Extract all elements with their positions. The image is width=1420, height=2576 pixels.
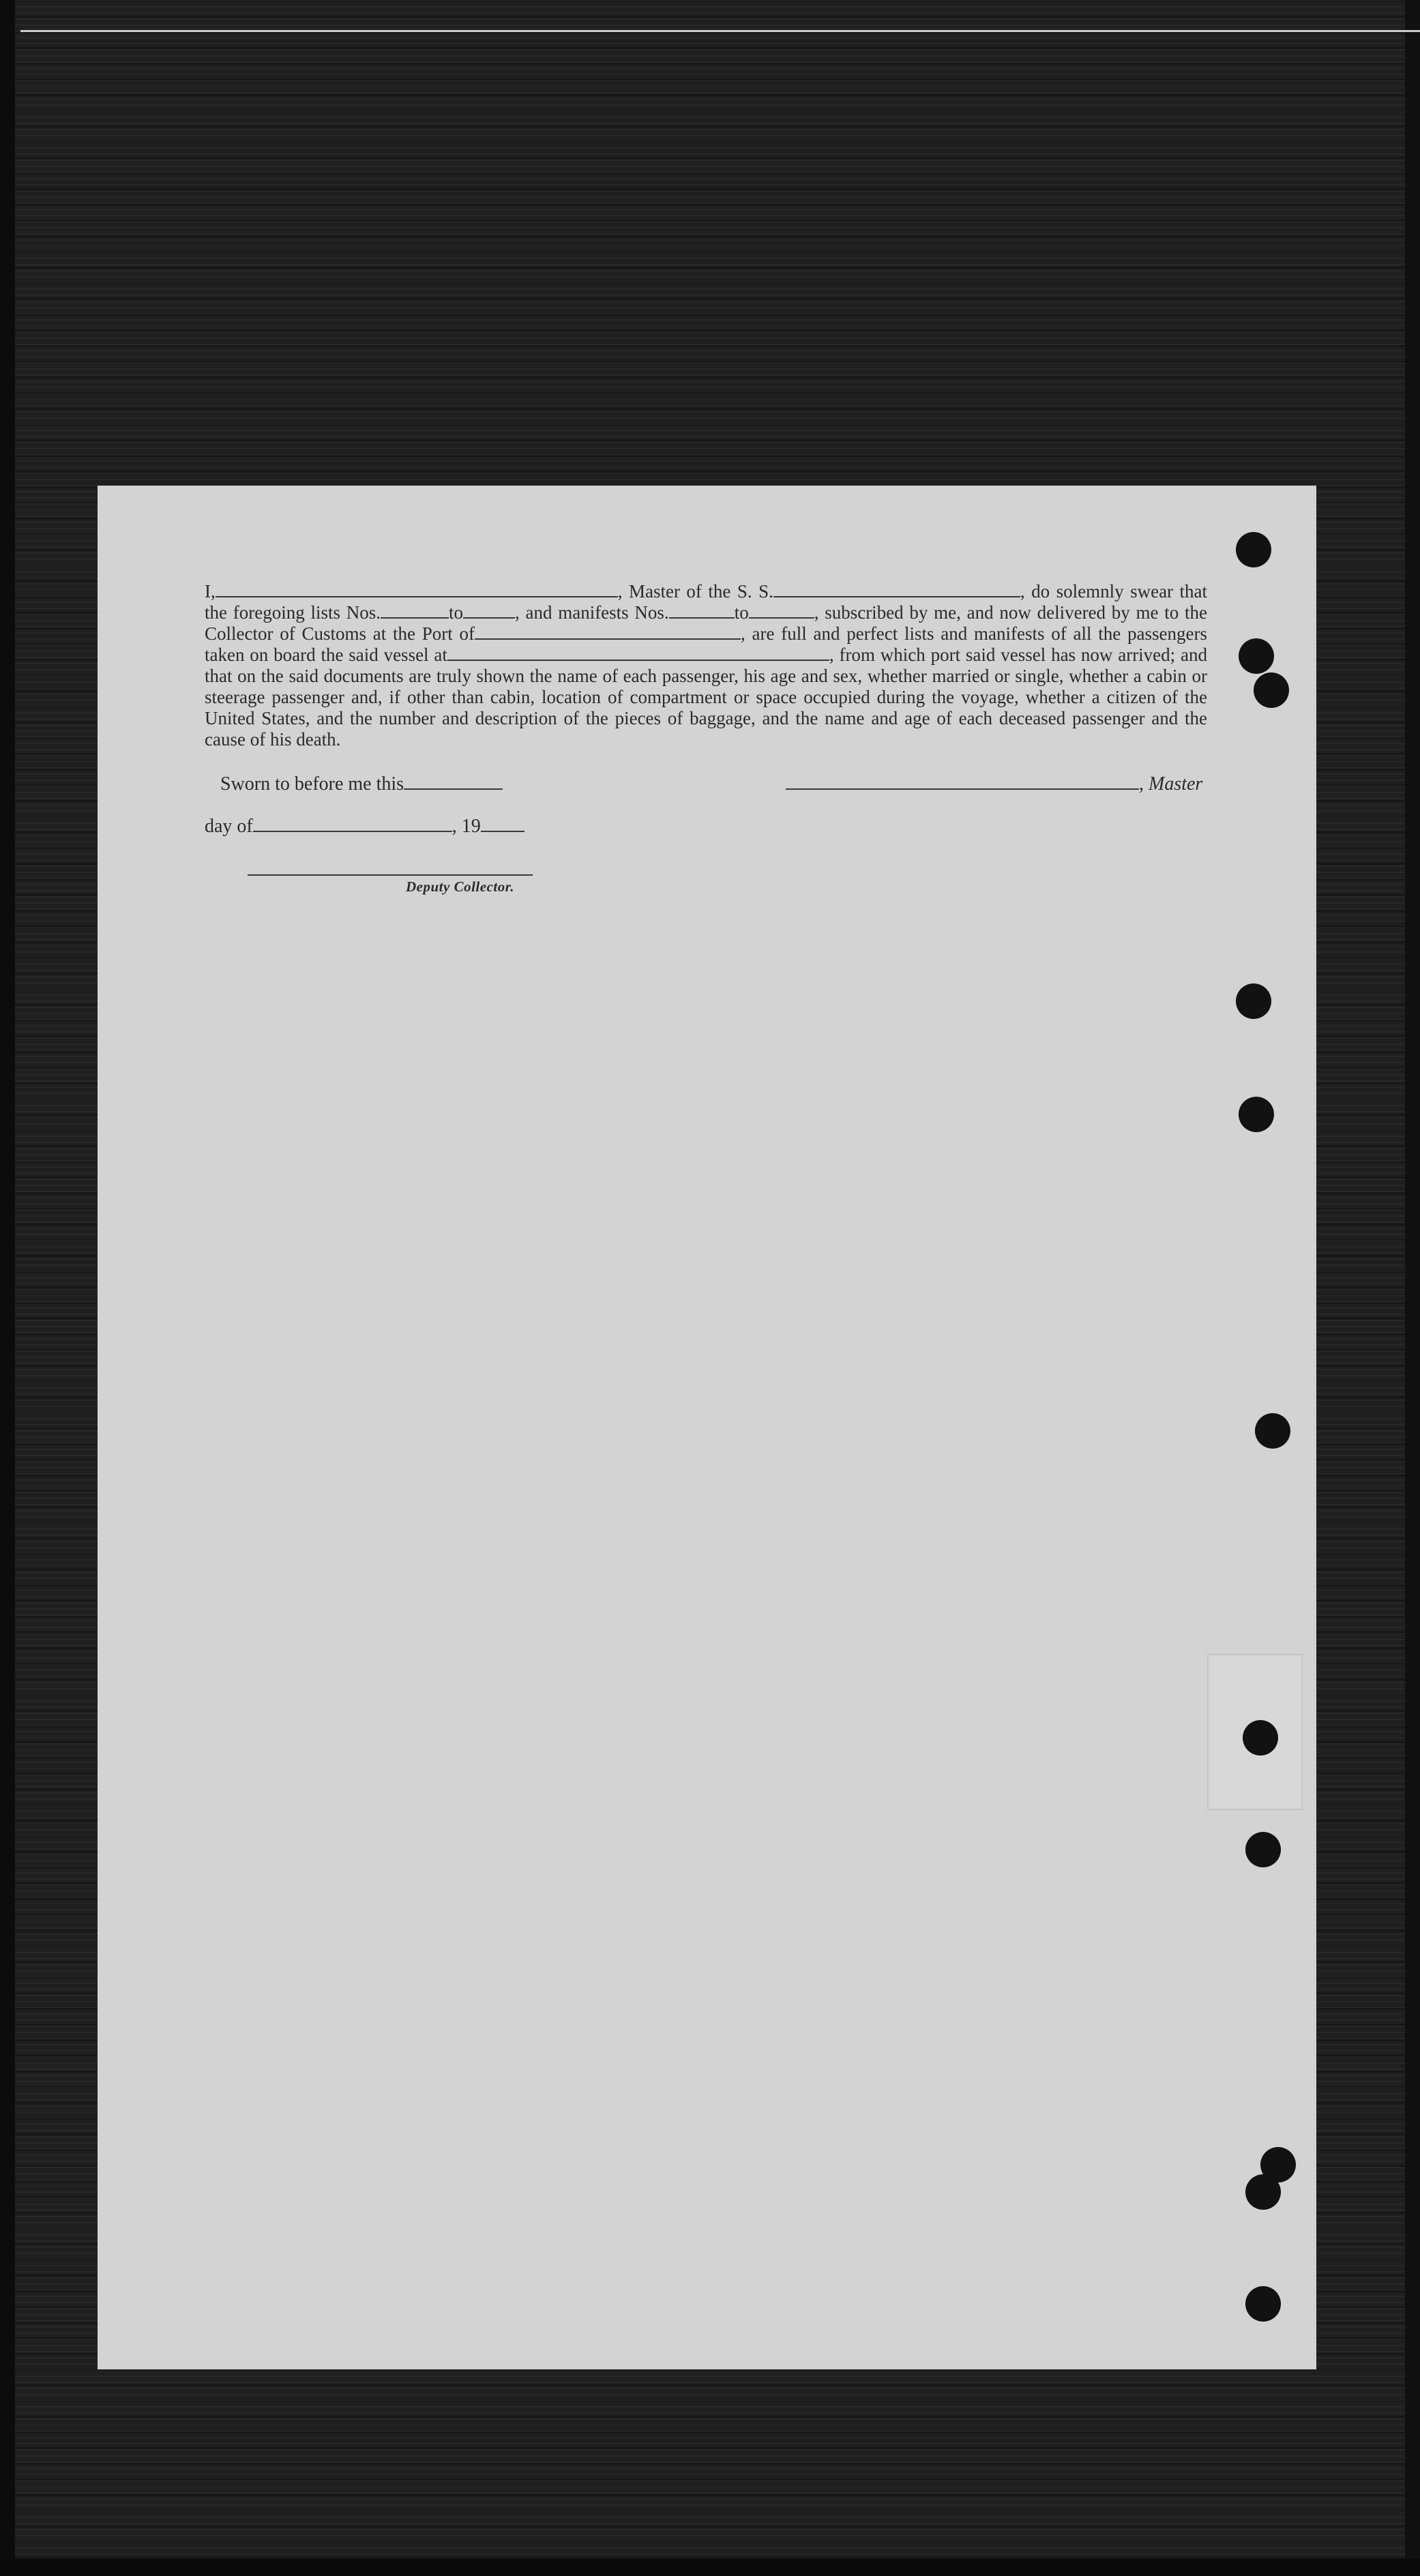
master-signature bbox=[786, 773, 1202, 795]
sworn-date-blank bbox=[404, 775, 503, 790]
oath-text-full: , are full and perfect lists and manifests of all the passengers taken on board the said vessel at bbox=[205, 623, 1207, 665]
punch-hole bbox=[1239, 638, 1274, 674]
oath-text-to1: to bbox=[448, 602, 463, 623]
sworn-label: Sworn to before me this bbox=[220, 773, 404, 795]
scan-left-border bbox=[0, 0, 15, 2576]
year-blank bbox=[481, 817, 524, 832]
day-of-label: day of bbox=[205, 816, 253, 837]
oath-text-to2: to bbox=[734, 602, 749, 623]
list-to-blank bbox=[463, 604, 515, 619]
list-from-blank bbox=[381, 604, 449, 619]
oath-text-manifests: , and manifests Nos. bbox=[514, 602, 669, 623]
scan-bottom-border bbox=[0, 2559, 1420, 2576]
punch-hole bbox=[1254, 672, 1289, 708]
day-of-line bbox=[205, 816, 524, 838]
oath-text-i: I, bbox=[205, 581, 216, 602]
month-blank bbox=[253, 817, 452, 832]
sworn-line bbox=[220, 773, 503, 795]
punch-hole bbox=[1255, 1413, 1290, 1449]
oath-text-solemnly: , do solemnly swear that the foregoing lists Nos. bbox=[205, 581, 1208, 623]
manifest-from-blank bbox=[669, 604, 735, 619]
punch-hole bbox=[1236, 532, 1271, 567]
year-prefix: , 19 bbox=[452, 816, 481, 837]
oath-text-rest: , from which port said vessel has now arrived; and that on the said documents are truly shown the name of each passenger, his age and sex, whether married or single, whether a cabin or steerage passenger and, if other than cabin, location of compartment or space occupied during the voyage, whether a citizen of the United States, and the number and description of the pieces of baggage, and the name and age of each deceased passenger and the cause of his death. bbox=[205, 645, 1207, 750]
departure-port-blank bbox=[447, 646, 829, 661]
manifest-sheet bbox=[98, 486, 1316, 2369]
oath-text-subscribed: , subscribed by me, and now delivered by me to the Collector of Customs at the Port of bbox=[205, 602, 1207, 644]
punch-hole bbox=[1245, 2286, 1281, 2322]
vessel-name-blank bbox=[773, 582, 1020, 597]
punch-hole bbox=[1245, 2174, 1281, 2210]
master-name-blank bbox=[216, 582, 618, 597]
punch-hole bbox=[1239, 1097, 1274, 1132]
master-label: Master bbox=[1149, 773, 1203, 795]
scan-right-edge bbox=[1405, 0, 1420, 2576]
punch-hole bbox=[1236, 983, 1271, 1019]
punch-hole bbox=[1243, 1720, 1278, 1756]
oath-paragraph bbox=[205, 581, 1207, 750]
master-signature-blank bbox=[786, 775, 1139, 790]
oath-text-master-of: , Master of the S. S. bbox=[617, 581, 773, 602]
deputy-collector-signature-line bbox=[248, 874, 533, 876]
manifest-to-blank bbox=[749, 604, 814, 619]
port-blank bbox=[475, 625, 741, 640]
deputy-collector-label: Deputy Collector. bbox=[406, 878, 514, 895]
master-comma: , bbox=[1139, 773, 1144, 795]
scan-top-line bbox=[20, 30, 1420, 32]
punch-hole bbox=[1245, 1832, 1281, 1867]
